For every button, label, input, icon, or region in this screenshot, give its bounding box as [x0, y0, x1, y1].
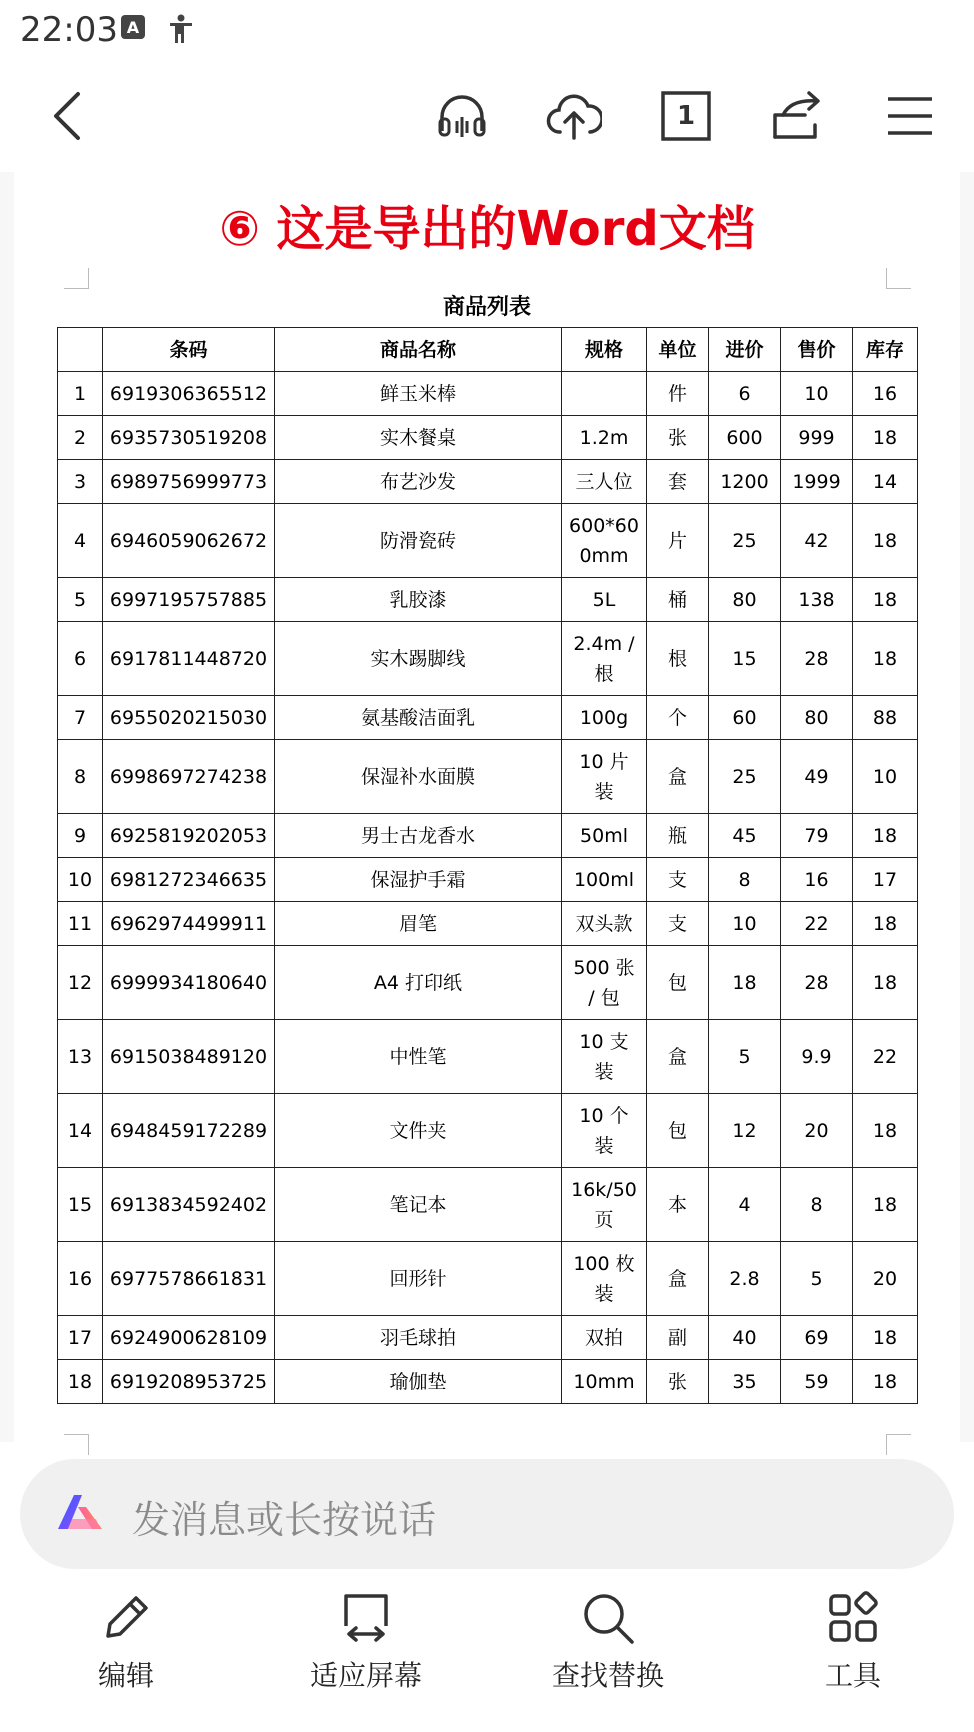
cell-spec: 100ml	[562, 858, 647, 902]
cell-cost-price: 18	[709, 946, 781, 1020]
cell-sale-price: 69	[781, 1316, 853, 1360]
cell-index: 2	[58, 416, 103, 460]
cell-cost-price: 2.8	[709, 1242, 781, 1316]
menu-icon[interactable]	[880, 86, 940, 146]
cell-unit: 根	[647, 622, 709, 696]
search-icon	[580, 1590, 636, 1646]
cell-unit: 支	[647, 858, 709, 902]
cell-barcode: 6935730519208	[103, 416, 275, 460]
cell-sale-price: 9.9	[781, 1020, 853, 1094]
cell-sale-price: 10	[781, 372, 853, 416]
cell-product-name: 布艺沙发	[275, 460, 562, 504]
cell-stock: 18	[853, 416, 918, 460]
table-row	[58, 1360, 918, 1404]
header-unit: 单位	[647, 328, 709, 372]
cell-unit: 件	[647, 372, 709, 416]
table-row	[58, 416, 918, 460]
cell-cost-price: 12	[709, 1094, 781, 1168]
cell-stock: 18	[853, 814, 918, 858]
cell-spec: 双头款	[562, 902, 647, 946]
cell-product-name: 乳胶漆	[275, 578, 562, 622]
cell-sale-price: 8	[781, 1168, 853, 1242]
cell-cost-price: 25	[709, 740, 781, 814]
cell-unit: 盒	[647, 1020, 709, 1094]
cell-barcode: 6989756999773	[103, 460, 275, 504]
cell-stock: 18	[853, 1360, 918, 1404]
cell-cost-price: 6	[709, 372, 781, 416]
cell-index: 5	[58, 578, 103, 622]
cell-unit: 个	[647, 696, 709, 740]
tools-grid-icon	[825, 1590, 881, 1646]
cell-index: 12	[58, 946, 103, 1020]
cell-unit: 套	[647, 460, 709, 504]
cell-barcode: 6917811448720	[103, 622, 275, 696]
cell-spec: 100 枚 装	[562, 1242, 647, 1316]
cell-stock: 22	[853, 1020, 918, 1094]
cell-spec: 16k/50 页	[562, 1168, 647, 1242]
cell-barcode: 6997195757885	[103, 578, 275, 622]
cell-sale-price: 999	[781, 416, 853, 460]
table-row	[58, 372, 918, 416]
cell-product-name: A4 打印纸	[275, 946, 562, 1020]
cell-cost-price: 45	[709, 814, 781, 858]
accessibility-person-icon	[168, 14, 194, 48]
cell-product-name: 实木餐桌	[275, 416, 562, 460]
tools-button[interactable]	[773, 1590, 933, 1694]
cell-barcode: 6913834592402	[103, 1168, 275, 1242]
cell-spec: 双拍	[562, 1316, 647, 1360]
header-product-name: 商品名称	[275, 328, 562, 372]
cell-barcode: 6915038489120	[103, 1020, 275, 1094]
cell-product-name: 防滑瓷砖	[275, 504, 562, 578]
cell-stock: 18	[853, 578, 918, 622]
cell-sale-price: 59	[781, 1360, 853, 1404]
page-corner-mark	[64, 1434, 89, 1455]
back-arrow-icon[interactable]	[38, 86, 98, 146]
cell-barcode: 6977578661831	[103, 1242, 275, 1316]
edit-button[interactable]	[46, 1590, 206, 1694]
cell-product-name: 中性笔	[275, 1020, 562, 1094]
status-time: 22:03	[20, 10, 118, 50]
cell-sale-price: 79	[781, 814, 853, 858]
cell-product-name: 氨基酸洁面乳	[275, 696, 562, 740]
cell-spec	[562, 372, 647, 416]
tools-label: 工具	[824, 1659, 881, 1692]
cell-stock: 18	[853, 1316, 918, 1360]
cell-barcode: 6919306365512	[103, 372, 275, 416]
cell-unit: 包	[647, 946, 709, 1020]
fit-screen-button[interactable]	[286, 1590, 446, 1694]
cell-index: 1	[58, 372, 103, 416]
cell-barcode: 6925819202053	[103, 814, 275, 858]
cell-stock: 17	[853, 858, 918, 902]
table-row	[58, 814, 918, 858]
cell-stock: 10	[853, 740, 918, 814]
message-input[interactable]	[20, 1459, 954, 1569]
cell-unit: 张	[647, 1360, 709, 1404]
cell-unit: 支	[647, 902, 709, 946]
cell-spec: 1.2m	[562, 416, 647, 460]
table-row	[58, 622, 918, 696]
cell-product-name: 保湿补水面膜	[275, 740, 562, 814]
find-replace-label: 查找替换	[551, 1659, 664, 1692]
cell-index: 13	[58, 1020, 103, 1094]
page-corner-mark	[886, 268, 911, 289]
document-title: 商品列表	[442, 295, 531, 320]
cell-product-name: 实木踢脚线	[275, 622, 562, 696]
cell-stock: 20	[853, 1242, 918, 1316]
find-replace-button[interactable]	[528, 1590, 688, 1694]
cell-barcode: 6998697274238	[103, 740, 275, 814]
goods-table	[57, 327, 918, 1404]
cell-sale-price: 49	[781, 740, 853, 814]
cell-barcode: 6981272346635	[103, 858, 275, 902]
cell-spec: 2.4m / 根	[562, 622, 647, 696]
cell-index: 10	[58, 858, 103, 902]
cell-product-name: 眉笔	[275, 902, 562, 946]
cell-spec: 600*600mm	[562, 504, 647, 578]
share-icon[interactable]	[768, 86, 828, 146]
cell-stock: 18	[853, 902, 918, 946]
cell-cost-price: 25	[709, 504, 781, 578]
table-row	[58, 696, 918, 740]
cell-index: 11	[58, 902, 103, 946]
table-row	[58, 902, 918, 946]
cell-spec: 50ml	[562, 814, 647, 858]
cell-stock: 18	[853, 504, 918, 578]
cell-unit: 盒	[647, 1242, 709, 1316]
cell-stock: 18	[853, 946, 918, 1020]
cell-index: 16	[58, 1242, 103, 1316]
cell-sale-price: 80	[781, 696, 853, 740]
svg-text:A: A	[126, 18, 140, 37]
cell-unit: 副	[647, 1316, 709, 1360]
assistant-logo-icon	[56, 1489, 108, 1537]
cell-index: 14	[58, 1094, 103, 1168]
cell-stock: 88	[853, 696, 918, 740]
table-row	[58, 1316, 918, 1360]
cell-barcode: 6955020215030	[103, 696, 275, 740]
cell-spec: 三人位	[562, 460, 647, 504]
cell-unit: 瓶	[647, 814, 709, 858]
cell-product-name: 羽毛球拍	[275, 1316, 562, 1360]
cell-index: 17	[58, 1316, 103, 1360]
headphones-icon[interactable]	[432, 86, 492, 146]
cell-index: 18	[58, 1360, 103, 1404]
header-cost-price: 进价	[709, 328, 781, 372]
cell-sale-price: 28	[781, 622, 853, 696]
table-row	[58, 1094, 918, 1168]
cell-spec: 10mm	[562, 1360, 647, 1404]
table-row	[58, 460, 918, 504]
cell-index: 4	[58, 504, 103, 578]
overlay-caption: ⑥ 这是导出的Word文档	[219, 201, 755, 257]
cell-spec: 100g	[562, 696, 647, 740]
cell-unit: 张	[647, 416, 709, 460]
header-sale-price: 售价	[781, 328, 853, 372]
table-row	[58, 578, 918, 622]
cell-sale-price: 138	[781, 578, 853, 622]
cell-unit: 桶	[647, 578, 709, 622]
header-stock: 库存	[853, 328, 918, 372]
cell-unit: 盒	[647, 740, 709, 814]
cell-index: 6	[58, 622, 103, 696]
table-row	[58, 504, 918, 578]
cell-product-name: 回形针	[275, 1242, 562, 1316]
table-header-row	[58, 328, 918, 372]
cell-barcode: 6999934180640	[103, 946, 275, 1020]
cell-barcode: 6924900628109	[103, 1316, 275, 1360]
input-placeholder: 发消息或长按说话	[132, 1498, 437, 1542]
page-count-icon[interactable]	[656, 86, 716, 146]
cell-unit: 包	[647, 1094, 709, 1168]
cell-cost-price: 60	[709, 696, 781, 740]
cell-product-name: 男士古龙香水	[275, 814, 562, 858]
bottom-nav	[0, 1590, 974, 1732]
cell-cost-price: 1200	[709, 460, 781, 504]
cell-spec: 10 支 装	[562, 1020, 647, 1094]
cell-barcode: 6919208953725	[103, 1360, 275, 1404]
page-count-value: 1	[676, 101, 696, 131]
cell-spec: 10 片 装	[562, 740, 647, 814]
table-row	[58, 1168, 918, 1242]
cell-unit: 片	[647, 504, 709, 578]
table-row	[58, 946, 918, 1020]
accessibility-font-icon	[120, 14, 146, 44]
cell-cost-price: 40	[709, 1316, 781, 1360]
cell-cost-price: 35	[709, 1360, 781, 1404]
cell-stock: 18	[853, 1168, 918, 1242]
cell-index: 8	[58, 740, 103, 814]
cell-spec: 10 个 装	[562, 1094, 647, 1168]
cloud-upload-icon[interactable]	[544, 86, 604, 146]
cell-sale-price: 16	[781, 858, 853, 902]
cell-stock: 14	[853, 460, 918, 504]
cell-sale-price: 20	[781, 1094, 853, 1168]
header-barcode: 条码	[103, 328, 275, 372]
fit-screen-icon	[338, 1590, 394, 1646]
table-row	[58, 1242, 918, 1316]
cell-spec: 5L	[562, 578, 647, 622]
cell-sale-price: 28	[781, 946, 853, 1020]
table-row	[58, 740, 918, 814]
cell-cost-price: 15	[709, 622, 781, 696]
cell-stock: 18	[853, 1094, 918, 1168]
page-corner-mark	[886, 1434, 911, 1455]
cell-product-name: 鲜玉米棒	[275, 372, 562, 416]
pencil-icon	[98, 1590, 154, 1646]
cell-cost-price: 8	[709, 858, 781, 902]
cell-barcode: 6948459172289	[103, 1094, 275, 1168]
cell-index: 9	[58, 814, 103, 858]
cell-product-name: 瑜伽垫	[275, 1360, 562, 1404]
fit-screen-label: 适应屏幕	[309, 1659, 422, 1692]
document-toolbar	[0, 64, 974, 168]
edit-label: 编辑	[97, 1659, 154, 1692]
cell-product-name: 保湿护手霜	[275, 858, 562, 902]
cell-cost-price: 80	[709, 578, 781, 622]
cell-index: 3	[58, 460, 103, 504]
page-corner-mark	[64, 268, 89, 289]
cell-stock: 18	[853, 622, 918, 696]
cell-sale-price: 5	[781, 1242, 853, 1316]
cell-cost-price: 5	[709, 1020, 781, 1094]
cell-product-name: 文件夹	[275, 1094, 562, 1168]
cell-stock: 16	[853, 372, 918, 416]
cell-index: 7	[58, 696, 103, 740]
table-row	[58, 1020, 918, 1094]
cell-cost-price: 600	[709, 416, 781, 460]
status-bar	[0, 0, 974, 60]
cell-barcode: 6962974499911	[103, 902, 275, 946]
table-body	[58, 372, 918, 1404]
cell-unit: 本	[647, 1168, 709, 1242]
cell-sale-price: 1999	[781, 460, 853, 504]
header-spec: 规格	[562, 328, 647, 372]
table-row	[58, 858, 918, 902]
cell-barcode: 6946059062672	[103, 504, 275, 578]
header-index	[58, 328, 103, 372]
cell-cost-price: 4	[709, 1168, 781, 1242]
cell-spec: 500 张 / 包	[562, 946, 647, 1020]
cell-index: 15	[58, 1168, 103, 1242]
cell-sale-price: 22	[781, 902, 853, 946]
cell-sale-price: 42	[781, 504, 853, 578]
cell-cost-price: 10	[709, 902, 781, 946]
cell-product-name: 笔记本	[275, 1168, 562, 1242]
